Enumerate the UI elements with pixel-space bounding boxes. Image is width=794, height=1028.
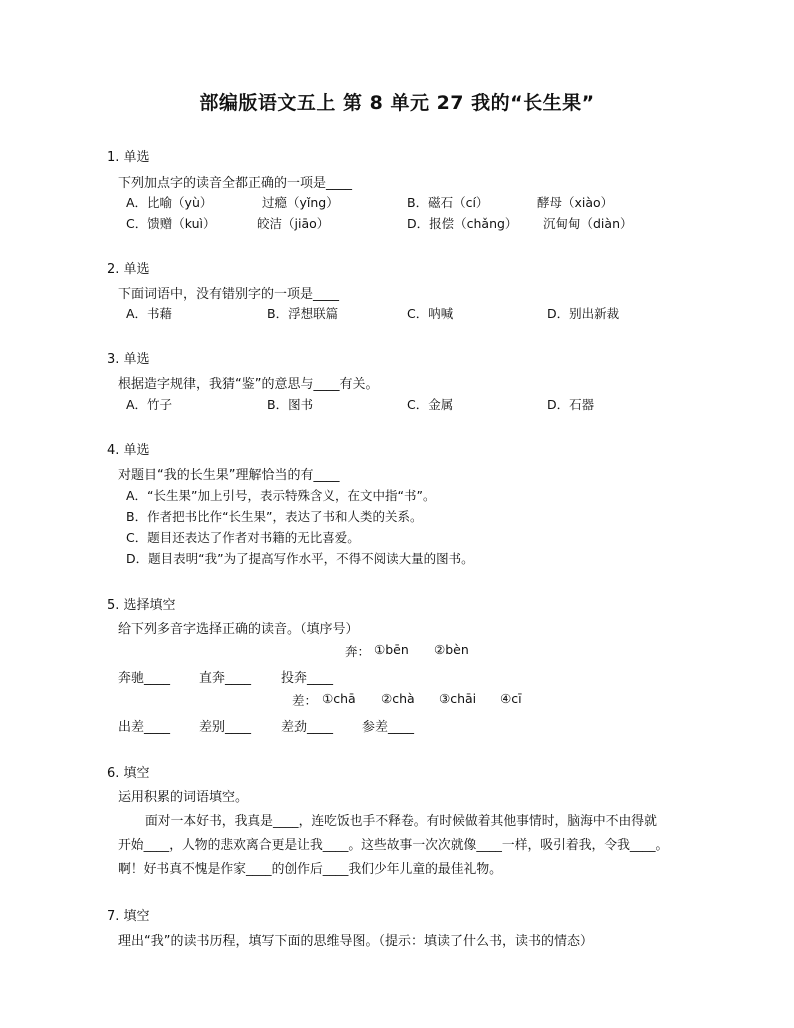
blank-word-cenci[interactable]: 参差____ xyxy=(362,720,415,735)
question-6-passage-line-2[interactable]: 开始____，人物的悲欢离合更是让我____。这些故事一次次就像____一样，吸引着我，令我____。 xyxy=(118,838,669,853)
question-6-passage-line-3[interactable]: 啊！好书真不愧是作家____的创作后____我们少年儿童的最佳礼物。 xyxy=(118,862,502,877)
ben-reading-2: ②bèn xyxy=(434,642,469,657)
question-7-stem: 理出“我”的读书历程，填写下面的思维导图。（提示：填读了什么书，读书的情态） xyxy=(118,934,593,949)
question-4-option-d[interactable]: D．题目表明“我”为了提高写作水平，不得不阅读大量的图书。 xyxy=(126,551,474,566)
question-3-option-b[interactable]: B．图书 xyxy=(267,397,314,412)
question-2-option-a[interactable]: A．书藉 xyxy=(126,306,173,321)
cha-reading-3: ③chāi xyxy=(439,691,477,706)
ben-reading-1: ①bēn xyxy=(374,642,409,657)
question-1-option-b-word1[interactable]: B．磁石（cí） xyxy=(407,195,489,210)
question-1-option-a-word1[interactable]: A．比喻（yù） xyxy=(126,195,213,210)
blank-word-chabie[interactable]: 差别____ xyxy=(199,720,252,735)
page-title: 部编版语文五上 第 8 单元 27 我的“长生果” xyxy=(199,92,595,114)
blank-word-chajin[interactable]: 差劲____ xyxy=(281,720,334,735)
question-4-heading: 4. 单选 xyxy=(107,443,150,458)
cha-reading-1: ①chā xyxy=(322,691,356,706)
question-4-option-c[interactable]: C．题目还表达了作者对书籍的无比喜爱。 xyxy=(126,530,360,545)
question-4-option-b[interactable]: B．作者把书比作“长生果”，表达了书和人类的关系。 xyxy=(126,509,423,524)
cha-reading-2: ②chà xyxy=(381,691,415,706)
question-1-option-d-word1[interactable]: D．报偿（chǎng） xyxy=(407,216,518,231)
question-4-option-a[interactable]: A．“长生果”加上引号，表示特殊含义，在文中指“书”。 xyxy=(126,488,436,503)
question-2-option-d[interactable]: D．别出新裁 xyxy=(547,306,620,321)
question-6-heading: 6. 填空 xyxy=(107,766,150,781)
question-3-heading: 3. 单选 xyxy=(107,352,150,367)
question-1-option-d-word2: 沉甸甸（diàn） xyxy=(543,216,633,231)
question-3-option-c[interactable]: C．金属 xyxy=(407,397,454,412)
question-6-stem: 运用积累的词语填空。 xyxy=(118,790,249,805)
question-1-option-a-word2: 过瘾（yǐng） xyxy=(262,195,339,210)
question-3-stem: 根据造字规律，我猜“鉴”的意思与____有关。 xyxy=(118,377,379,392)
cha-reading-4: ④cī xyxy=(500,691,522,706)
question-2-stem: 下面词语中，没有错别字的一项是____ xyxy=(118,287,340,302)
question-1-stem: 下列加点字的读音全都正确的一项是____ xyxy=(118,176,353,191)
question-1-option-b-word2: 酵母（xiào） xyxy=(537,195,614,210)
blank-word-chuchai[interactable]: 出差____ xyxy=(118,720,171,735)
ben-character-label: 奔： xyxy=(345,644,371,659)
blank-word-zhiben[interactable]: 直奔____ xyxy=(199,671,252,686)
question-6-passage-line-1[interactable]: 面对一本好书，我真是____，连吃饭也手不释卷。有时候做着其他事情时，脑海中不由得就 xyxy=(145,814,657,829)
question-5-heading: 5. 选择填空 xyxy=(107,598,176,613)
question-2-option-c[interactable]: C．呐喊 xyxy=(407,306,454,321)
cha-character-label: 差： xyxy=(292,693,318,708)
question-2-option-b[interactable]: B．浮想联篇 xyxy=(267,306,339,321)
question-7-heading: 7. 填空 xyxy=(107,909,150,924)
question-1-option-c-word1[interactable]: C．馈赠（kuì） xyxy=(126,216,216,231)
blank-word-touben[interactable]: 投奔____ xyxy=(281,671,334,686)
question-4-stem: 对题目“我的长生果”理解恰当的有____ xyxy=(118,468,340,483)
blank-word-benchi[interactable]: 奔驰____ xyxy=(118,671,171,686)
question-3-option-a[interactable]: A．竹子 xyxy=(126,397,173,412)
question-3-option-d[interactable]: D．石器 xyxy=(547,397,595,412)
question-1-option-c-word2: 皎洁（jiāo） xyxy=(257,216,330,231)
question-1-heading: 1. 单选 xyxy=(107,150,150,165)
question-5-stem: 给下列多音字选择正确的读音。（填序号） xyxy=(118,622,359,637)
question-2-heading: 2. 单选 xyxy=(107,262,150,277)
